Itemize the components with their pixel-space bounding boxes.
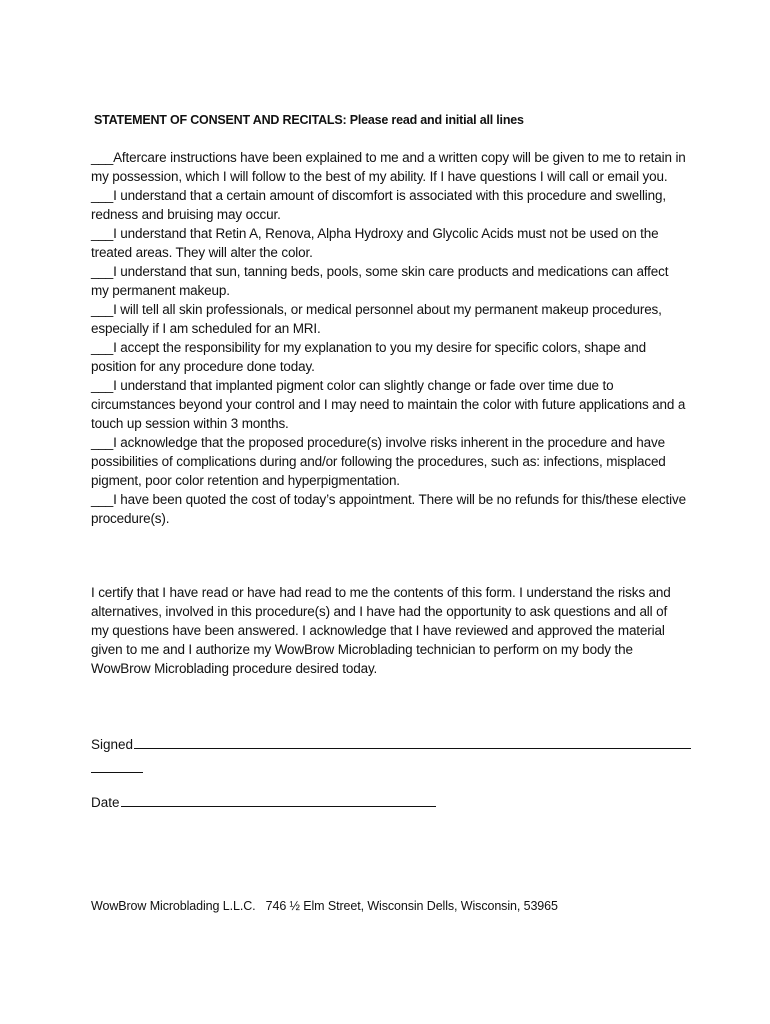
signature-block <box>91 734 691 773</box>
consent-items-list <box>91 148 687 528</box>
consent-item-risks: ___I acknowledge that the proposed procedure(s) involve risks inherent in the procedure and have possibilities of complications during and/or following the procedures, such as: infections, misplaced pigment, poor color retention and hyperpigmentation. <box>91 435 666 488</box>
consent-item-cost: ___I have been quoted the cost of today’s appointment. There will be no refunds for this/these elective procedure(s). <box>91 492 686 526</box>
signed-row <box>91 734 691 755</box>
document-title: STATEMENT OF CONSENT AND RECITALS: Please read and initial all lines <box>94 113 524 127</box>
certification-paragraph <box>91 583 687 678</box>
footer-address: WowBrow Microblading L.L.C. 746 ½ Elm Street, Wisconsin Dells, Wisconsin, 53965 <box>91 899 558 913</box>
signature-line-continued[interactable] <box>91 758 143 773</box>
signature-line[interactable] <box>134 734 691 749</box>
consent-item-aftercare: ___Aftercare instructions have been explained to me and a written copy will be given to me to retain in my possession, which I will follow to the best of my ability. If I have questions I will call or email you. <box>91 150 686 184</box>
consent-item-professionals: ___I will tell all skin professionals, or medical personnel about my permanent makeup procedures, especially if I am scheduled for an MRI. <box>91 302 662 336</box>
certification-text: I certify that I have read or have had read to me the contents of this form. I understand the risks and alternatives, involved in this procedure(s) and I have had the opportunity to ask questions and all of my questions have been answered. I acknowledge that I have reviewed and approved the material given to me and I authorize my WowBrow Microblading technician to perform on my body the WowBrow Microblading procedure desired today. <box>91 585 671 676</box>
date-label: Date <box>91 795 120 810</box>
signed-label: Signed <box>91 737 134 752</box>
consent-item-acids: ___I understand that Retin A, Renova, Alpha Hydroxy and Glycolic Acids must not be used on the treated areas. They will alter the color. <box>91 226 659 260</box>
consent-item-responsibility: ___I accept the responsibility for my explanation to you my desire for specific colors, shape and position for any procedure done today. <box>91 340 646 374</box>
date-line[interactable] <box>121 792 436 807</box>
consent-item-pigment: ___I understand that implanted pigment color can slightly change or fade over time due to circumstances beyond your control and I may need to maintain the color with future applications and a touch up session within 3 months. <box>91 378 686 431</box>
consent-item-discomfort: ___I understand that a certain amount of discomfort is associated with this procedure and swelling, redness and bruising may occur. <box>91 188 666 222</box>
date-row <box>91 792 436 813</box>
consent-item-sun: ___I understand that sun, tanning beds, pools, some skin care products and medications can affect my permanent makeup. <box>91 264 669 298</box>
